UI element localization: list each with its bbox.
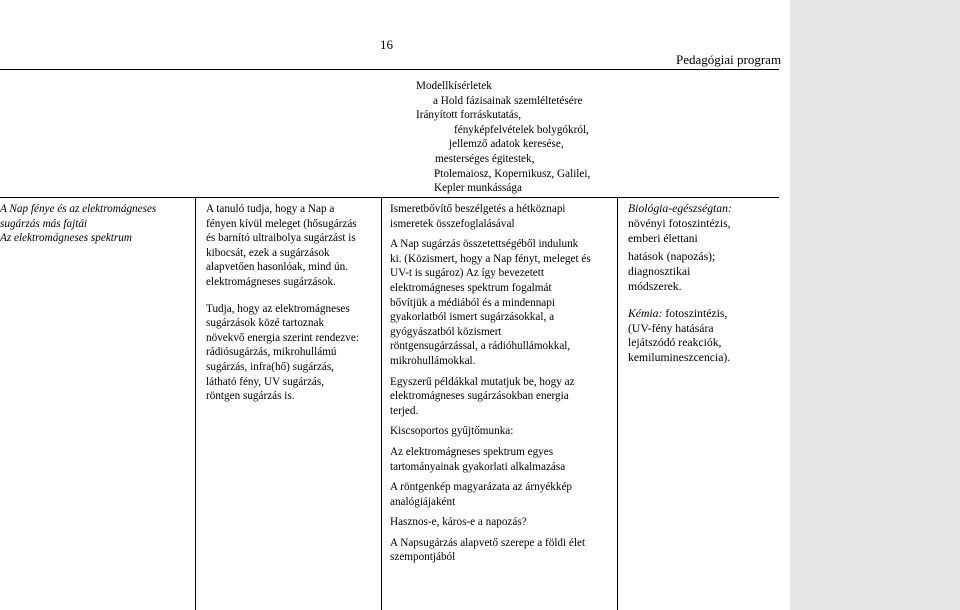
connections-column (628, 202, 788, 366)
req-line: és barnító ultraibolya sugárzást is (206, 232, 356, 245)
text-line: Egyszerű példákkal mutatjuk be, hogy az (390, 375, 575, 388)
req-line: röntgen sugárzás is. (206, 390, 295, 403)
top-line: Irányított forráskutatás, (416, 109, 522, 122)
text-line: bővítjük a médiából és a mindennapi (390, 296, 555, 309)
text-line: ismeretek összefoglalásával (390, 217, 515, 230)
text-line: röntgensugárzással, a rádióhullámokkal, (390, 340, 571, 353)
top-cell-text (416, 79, 590, 196)
top-line: Kepler munkássága (434, 182, 522, 195)
activity-paragraph (390, 445, 616, 474)
column-divider-2 (381, 197, 382, 610)
text-line: elektromágneses sugárzásokban energia (390, 390, 569, 403)
text-line: Ismeretbővítő beszélgetés a hétköznapi (390, 203, 566, 215)
text-line: tartományainak gyakorlati alkalmazása (390, 460, 566, 473)
text-line: növényi fotoszintézis, (628, 216, 731, 230)
text-line: Az elektromágneses spektrum egyes (390, 445, 554, 458)
req-line: látható fény, UV sugárzás, (206, 375, 325, 388)
activity-paragraph (390, 375, 616, 419)
req-line: rádiósugárzás, mikrohullámú (206, 346, 337, 359)
text-line: kemilumineszcencia). (628, 351, 731, 365)
top-line: Ptolemaiosz, Kopernikusz, Galilei, (434, 167, 591, 180)
table-row-border (0, 197, 779, 198)
req-line: kibocsát, ezek a sugárzások (206, 246, 330, 259)
activity-paragraph (390, 202, 616, 231)
req-line: sugárzások közé tartoznak (206, 317, 325, 330)
chemistry-connection (628, 307, 788, 366)
text-line: A Napsugárzás alapvető szerepe a földi élet (390, 536, 586, 549)
req-line: sugárzás, infra(hő) sugárzás, (206, 360, 334, 373)
text-line: Hasznos-e, káros-e a napozás? (390, 516, 527, 529)
program-name: Pedagógiai program (676, 52, 782, 67)
text-line: elektromágneses spektrum fogalmát (390, 281, 552, 294)
column-divider-3 (617, 197, 618, 610)
top-line: mesterséges égitestek, (435, 152, 535, 165)
req-line: alapvetően hasonlóak, mind ún. (206, 261, 348, 274)
text-line: A röntgenkép magyarázata az árnyékkép (390, 481, 573, 494)
activity-paragraph (390, 480, 616, 509)
column-divider-1 (195, 197, 196, 610)
topic-line: A Nap fénye és az elektromágneses (0, 203, 157, 215)
top-line: Modellkísérletek (416, 80, 492, 92)
right-margin-panel (790, 0, 960, 610)
activity-paragraph (390, 424, 616, 439)
activity-paragraph (390, 536, 616, 565)
table-top-border (0, 69, 779, 70)
text-line: szempontjából (390, 551, 456, 564)
text-line: diagnosztikai (628, 265, 691, 279)
req-line: fényen kívül meleget (hősugárzás (206, 217, 357, 230)
req-line: elektromágneses sugárzások. (206, 275, 336, 288)
text-line: emberi élettani (628, 231, 698, 245)
req-line: Tudja, hogy az elektromágneses (206, 302, 350, 315)
topic-line: sugárzás más fajtái (0, 217, 88, 230)
requirements-paragraph-2 (206, 302, 381, 404)
text-line: módszerek. (628, 279, 682, 293)
top-line: a Hold fázisainak szemléltetésére (433, 94, 583, 107)
text-line: terjed. (390, 404, 419, 417)
top-line: fényképfelvételek bolygókról, (454, 123, 589, 136)
chemistry-title: Kémia: (628, 306, 663, 320)
biology-connection-continued (628, 250, 788, 294)
requirements-column (206, 202, 381, 404)
activity-paragraph (390, 515, 616, 530)
text-line: lejátszódó reakciók, (628, 336, 722, 350)
text-line: analógiájaként (390, 495, 456, 508)
top-line: jellemző adatok keresése, (449, 138, 564, 151)
text-line: ki. (Közismert, hogy a Nap fényt, meleget és (390, 252, 591, 265)
text-line: fotoszintézis, (662, 306, 728, 320)
text-line: Kiscsoportos gyűjtőmunka: (390, 425, 514, 438)
requirements-paragraph-1 (206, 202, 381, 290)
text-line: UV-t is sugároz) Az így bevezetett (390, 267, 544, 280)
text-line: gyógyászatból közismert (390, 325, 502, 338)
text-line: A Nap sugárzás összetettségéből indulunk (390, 238, 579, 251)
text-line: mikrohullámokkal. (390, 354, 476, 367)
topic-column (0, 202, 192, 246)
activities-column (390, 202, 616, 565)
req-line: növekvő energia szerint rendezve: (206, 331, 359, 344)
text-line: (UV-fény hatására (628, 321, 714, 335)
text-line: gyakorlatból ismert sugárzásokkal, a (390, 311, 555, 324)
activity-paragraph (390, 237, 616, 368)
page-number: 16 (380, 37, 393, 52)
biology-title: Biológia-egészségtan: (628, 202, 732, 215)
req-line: A tanuló tudja, hogy a Nap a (206, 203, 335, 215)
text-line: hatások (napozás); (628, 250, 716, 264)
topic-line: Az elektromágneses spektrum (0, 232, 132, 245)
biology-connection (628, 202, 788, 246)
